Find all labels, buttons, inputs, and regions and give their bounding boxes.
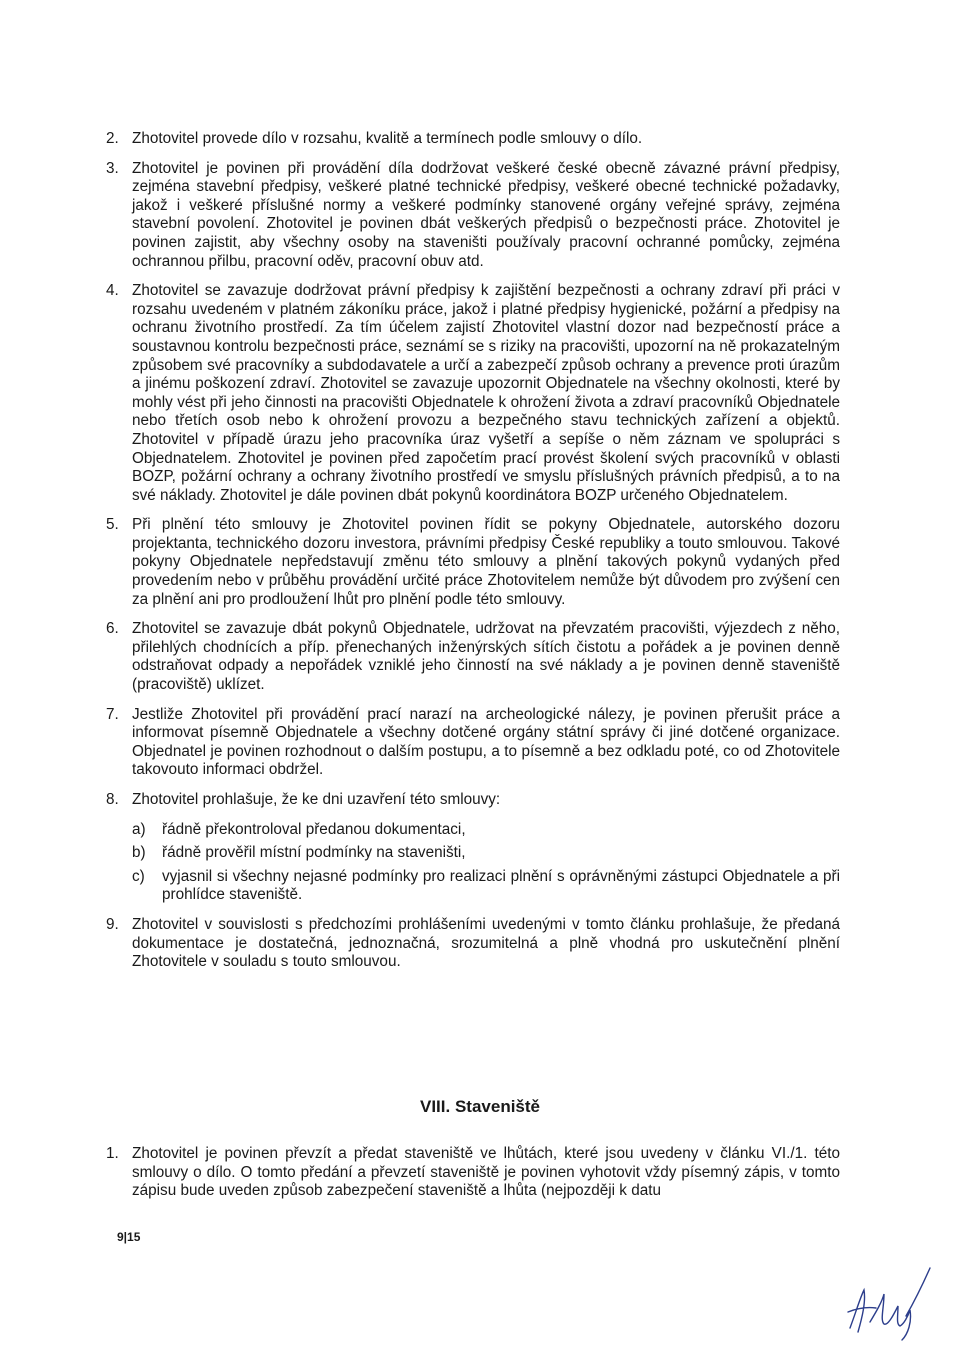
item-number: 2. [106,130,119,147]
item-text: Zhotovitel provede dílo v rozsahu, kvalitě a termínech podle smlouvy o dílo. [132,130,643,147]
list-item [106,516,840,609]
item-text: Zhotovitel se zavazuje dbát pokynů Objednatele, udržovat na převzatém pracovišti, výjezdech z něho, přilehlých chodnících a příp. přenechaných inženýrských sítích čistotu a pořádek a je povinen denně odstraňovat odpady a nepořádek vzniklé jeho činností na své náklady a je povinen denně staveniště (pracoviště) uklízet. [132,620,840,694]
item-number: 3. [106,159,119,177]
item-number: 4. [106,282,119,300]
item-number: 8. [106,791,119,808]
item-number: 5. [106,516,119,534]
sub-item-letter: b) [132,844,146,862]
list-item [106,916,840,972]
item-text-block [132,791,840,905]
section-items-list [106,1145,840,1212]
sub-item-letter: c) [132,867,145,885]
item-text: Jestliže Zhotovitel při provádění prací narazí na archeologické nálezy, je povinen přerušit práce a informovat písemně Objednatele a všechny dotčené orgány státní správy či jiné dotčené organizace. Objednatel je povinen rozhodnout o dalším postupu, a to písemně a bez odkladu poté, co od Zhotovitele takovouto informaci obdržel. [132,705,840,779]
item-text: Zhotovitel se zavazuje dodržovat právní předpisy k zajištění bezpečnosti a ochrany zdraví při práci v rozsahu uvedeném v platném zákoníku práce, jakož i platné předpisy hygienické, požární a předpisy na ochranu životního prostředí. Za tím účelem zajistí Zhotovitel vlastní dozor nad bezpečností práce a soustavnou kontrolu bezpečnosti práce, seznámí se s riziky na pracovišti, upozorní na ně prokazatelným způsobem své pracovníky a subdodavatele a určí a zabezpečí způsob ochrany a prevence proti úrazům a jinému poškození zdraví. Zhotovitel se zavazuje upozornit Objednatele na všechny okolnosti, které by mohly vést při jeho činnosti na pracovišti Objednatele k ohrožení života a zdraví pracovníků Objednatele nebo třetích osob nebo k ohrožení provozu a bezpečného stavu technických zařízení a objektů. Zhotovitel v případě úrazu jeho pracovníka úraz vyšetří a sepíše o něm záznam ve spolupráci s Objednatelem. Zhotovitel je povinen před započetím prací provést školení svých pracovníků v oblasti BOZP, požární ochrany a ochrany životního prostředí ve smyslu příslušných právních předpisů, a to na své náklady. Zhotovitel je dále povinen dbát pokynů koordinátora BOZP určeného Objednatelem. [132,282,840,504]
article-items-list [106,130,840,983]
list-item [106,160,840,272]
sub-item-text: vyjasnil si všechny nejasné podmínky pro realizaci plnění s oprávněnými zástupci Objednatele a při prohlídce staveniště. [162,867,840,904]
list-item [106,1145,840,1201]
item-text: Při plnění této smlouvy je Zhotovitel povinen řídit se pokyny Objednatele, autorského dozoru projektanta, technického dozoru investora, právními předpisy České republiky a touto smlouvou. Takové pokyny Objednatele nepředstavují změnu této smlouvy a plnění takových pokynů vydaných před provedením nebo v průběhu provádění určité práce Zhotovitelem nemůže být důvodem pro zvýšení cen za plnění ani pro prodloužení lhůt pro plnění podle této smlouvy. [132,516,840,608]
item-number: 1. [106,1145,119,1162]
sub-item [132,821,840,840]
item-number: 9. [106,915,119,933]
item-text: Zhotovitel prohlašuje, že ke dni uzavření této smlouvy: [132,791,501,808]
list-item [106,791,840,905]
page-number: 9|15 [117,1230,141,1244]
sub-item-text: řádně prověřil místní podmínky na staveništi, [162,844,466,862]
sub-item [132,844,840,863]
item-number: 6. [106,620,119,638]
sub-item-letter: a) [132,820,146,838]
list-item [106,620,840,694]
section-heading: VIII. Staveniště [420,1097,540,1116]
sub-item-text: řádně překontroloval předanou dokumentaci, [162,820,466,838]
signature [842,1262,932,1342]
sub-list [132,821,840,905]
list-item [106,706,840,780]
list-item [106,282,840,505]
item-text: Zhotovitel je povinen při provádění díla dodržovat veškeré české obecně závazné právní předpisy, zejména stavební předpisy, veškeré platné technické předpisy, veškeré obecné technické požadavky, jakož i veškeré příslušné normy a veškeré podmínky stanovené orgány veřejné správy, zejména stavební povolení. Zhotovitel je povinen dbát veškerých předpisů o bezpečnosti práce. Zhotovitel je povinen zajistit, aby všechny osoby na staveništi používaly pracovní ochranné pomůcky, zejména ochrannou přilbu, pracovní oděv, pracovní obuv atd. [132,159,840,270]
item-text: Zhotovitel v souvislosti s předchozími prohlášeními uvedenými v tomto článku prohlašuje, že předaná dokumentace je dostatečná, jednoznačná, srozumitelná a plně vhodná pro uskutečnění plnění Zhotovitele v souladu s touto smlouvou. [132,915,840,971]
item-number: 7. [106,705,119,723]
sub-item [132,868,840,905]
list-item [106,130,840,149]
item-text: Zhotovitel je povinen převzít a předat staveniště ve lhůtách, které jsou uvedeny v článku VI./1. této smlouvy o dílo. O tomto předání a převzetí staveniště je povinen vyhotovit vždy písemný zápis, v tomto zápisu bude uveden způsob zabezpečení staveniště a lhůta (nejpozději k datu [132,1145,840,1200]
